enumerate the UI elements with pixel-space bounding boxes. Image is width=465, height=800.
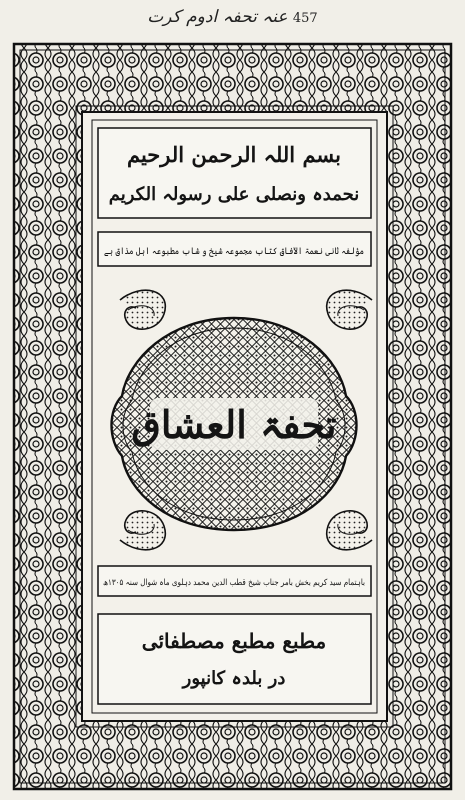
subtitle-band bbox=[98, 232, 425, 266]
header-band bbox=[98, 128, 371, 218]
publisher-band bbox=[98, 566, 411, 596]
press-city: در بلدہ کانپور bbox=[182, 668, 286, 689]
press-panel bbox=[98, 614, 371, 704]
title-medallion bbox=[112, 318, 357, 530]
main-title: تحفۃ العشاق bbox=[131, 402, 337, 447]
handwritten-text: عنہ تحفہ ادوم کرت bbox=[147, 7, 288, 27]
header-invocation: نحمدہ ونصلی علی رسولہ الکریم bbox=[108, 184, 360, 205]
catalog-number: 457 bbox=[292, 11, 318, 26]
subtitle-text: مؤلفہ ثانی نعمۃ الآفاق کتاب مجموعہ شیخ و شاب مطبوعہ اہل مذاق ہے bbox=[104, 246, 425, 257]
publisher-text: باہتمام سید کریم بخش بامر جناب شیخ قطب الدین محمد دہلوی ماہ شوال سنہ ۱۳۰۵ھ bbox=[103, 578, 411, 588]
header-bismillah: بسم اللہ الرحمن الرحیم bbox=[126, 142, 342, 167]
press-name: مطبع مطبع مصطفائی bbox=[141, 629, 327, 653]
